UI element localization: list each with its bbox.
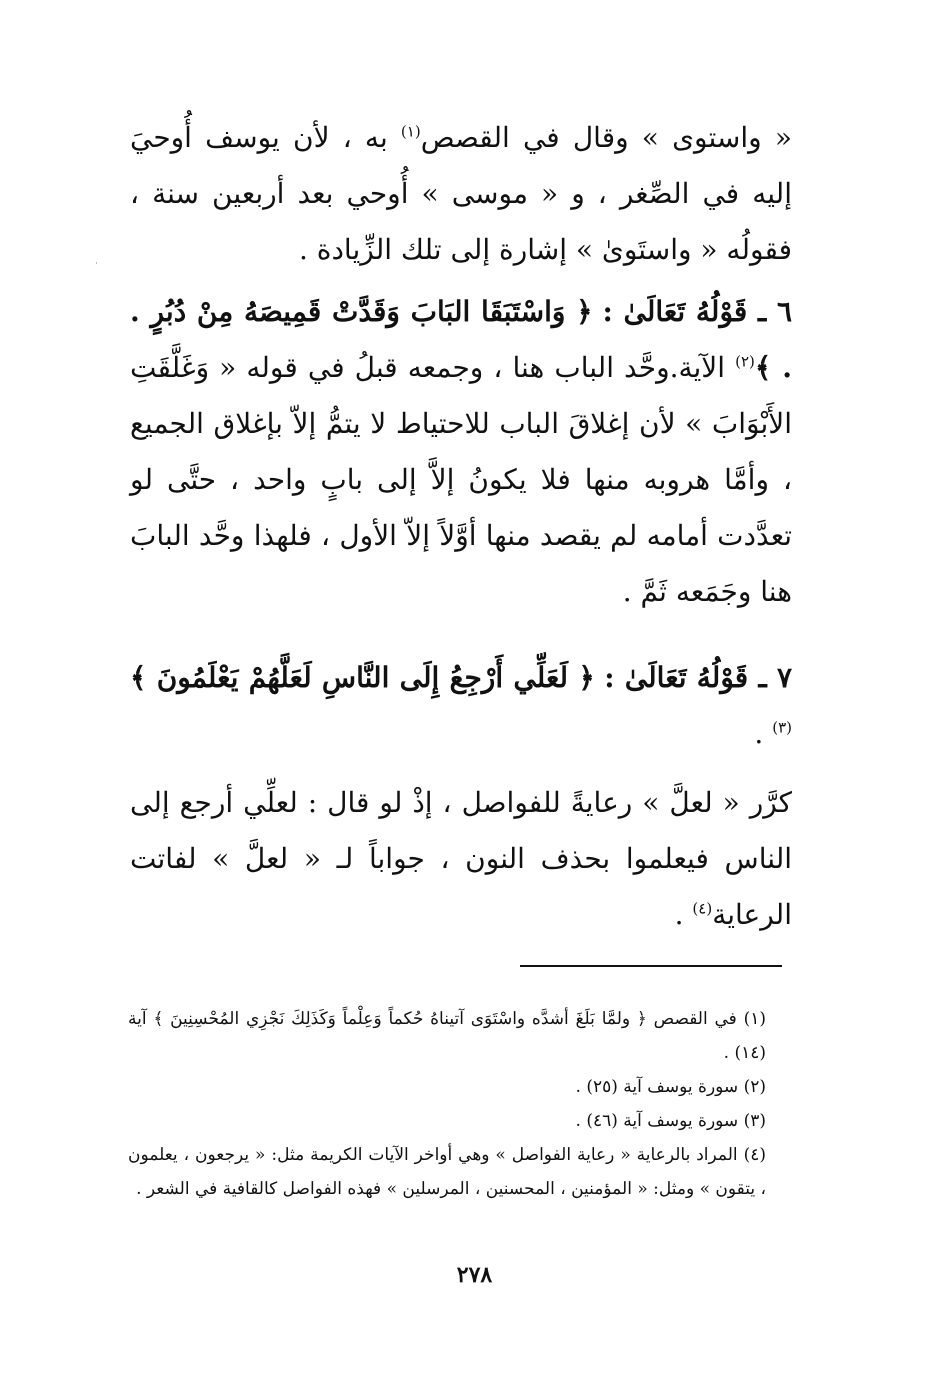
footnote-divider	[520, 965, 782, 967]
footnote-3: (٣) سورة يوسف آية (٤٦) .	[575, 1111, 766, 1131]
paragraph-1-text	[130, 110, 792, 278]
paragraph-7-verse: ﴿ لَعَلِّي أَرْجِعُ إِلَى النَّاسِ لَعَلَّهُمْ يَعْلَمُونَ ﴾	[130, 661, 595, 694]
paragraph-6-verse: ﴿ وَاسْتَبَقَا البَابَ وَقَدَّتْ قَمِيصَهُ مِنْ دُبُرٍ . . ﴾	[130, 295, 792, 384]
paragraph-6	[130, 284, 792, 620]
paragraph-6-text	[130, 284, 792, 620]
footnote-4: (٤) المراد بالرعاية « رعاية الفواصل » وهي أواخر الآيات الكريمة مثل: « يرجعون ، يعلمون ، يتقون » ومثل: « المؤمنين ، المحسنين ، المرسلين » فهذه الفواصل كالقافية في الشعر .	[128, 1145, 766, 1199]
paragraph-8-body-cont: .	[674, 898, 693, 931]
paragraph-1-body: « واستوى » وقال في القصص	[420, 121, 793, 154]
paragraph-1-body-cont: به ، لأن يوسف أُوحيَ إليه في الصِّغر ، و « موسى » أُوحي بعد أربعين سنة ، فقولُه « واستَوىٰ » إشارة إلى تلك الزِّيادة .	[130, 121, 792, 266]
paragraph-7-body: .	[754, 717, 773, 750]
footnotes-section	[128, 1002, 794, 1206]
footnote-ref-4[interactable]: (٤)	[692, 899, 713, 918]
paragraph-7-lead: ٧ ـ قَوْلُهُ تَعَالَىٰ :	[604, 661, 793, 694]
paragraph-6-lead: ٦ ـ قَوْلُهُ تَعَالَىٰ :	[602, 295, 793, 328]
paragraph-1	[130, 110, 792, 278]
footnote-1: (١) في القصص ﴿ ولمَّا بَلَغَ أشدَّه واسْتَوَى آتيناهُ حُكماً وَعِلْماً وَكَذَلِكَ نَجْزِي المُحْسِنِينَ ﴾ آية (١٤) .	[128, 1009, 766, 1063]
paragraph-8-text	[130, 775, 792, 943]
margin-speck	[96, 262, 97, 264]
paragraph-8-body: كرَّر « لعلَّ » رعايةً للفواصل ، إذْ لو قال : لعلِّي أرجع إلى الناس فيعلموا بحذف النون ، جواباً لـ « لعلَّ » لفاتت الرعاية	[130, 786, 792, 931]
footnote-ref-1[interactable]: (١)	[400, 122, 421, 141]
paragraph-8	[130, 775, 792, 943]
footnote-ref-3[interactable]: (٣)	[772, 718, 792, 737]
paragraph-7-text	[130, 650, 792, 762]
paragraph-6-body: الآية.وحَّد الباب هنا ، وجمعه قبلُ في قوله « وَغَلَّقَتِ الأَبْوَابَ » لأن إغلاقَ الباب للاحتياط لا يتمُّ إلاّ بإغلاق الجميع ، وأمَّا هروبه منها فلا يكونُ إلاَّ إلى بابٍ واحد ، حتَّى لو تعدَّدت أمامه لم يقصد منها أوَّلاً إلاّ الأول ، فلهذا وحَّد البابَ هنا وجَمَعه ثَمَّ .	[130, 351, 792, 608]
paragraph-7	[130, 650, 792, 762]
footnote-ref-2[interactable]: (٢)	[735, 352, 755, 371]
page-number: ٢٧٨	[456, 1262, 493, 1288]
footnote-2: (٢) سورة يوسف آية (٢٥) .	[575, 1077, 766, 1097]
